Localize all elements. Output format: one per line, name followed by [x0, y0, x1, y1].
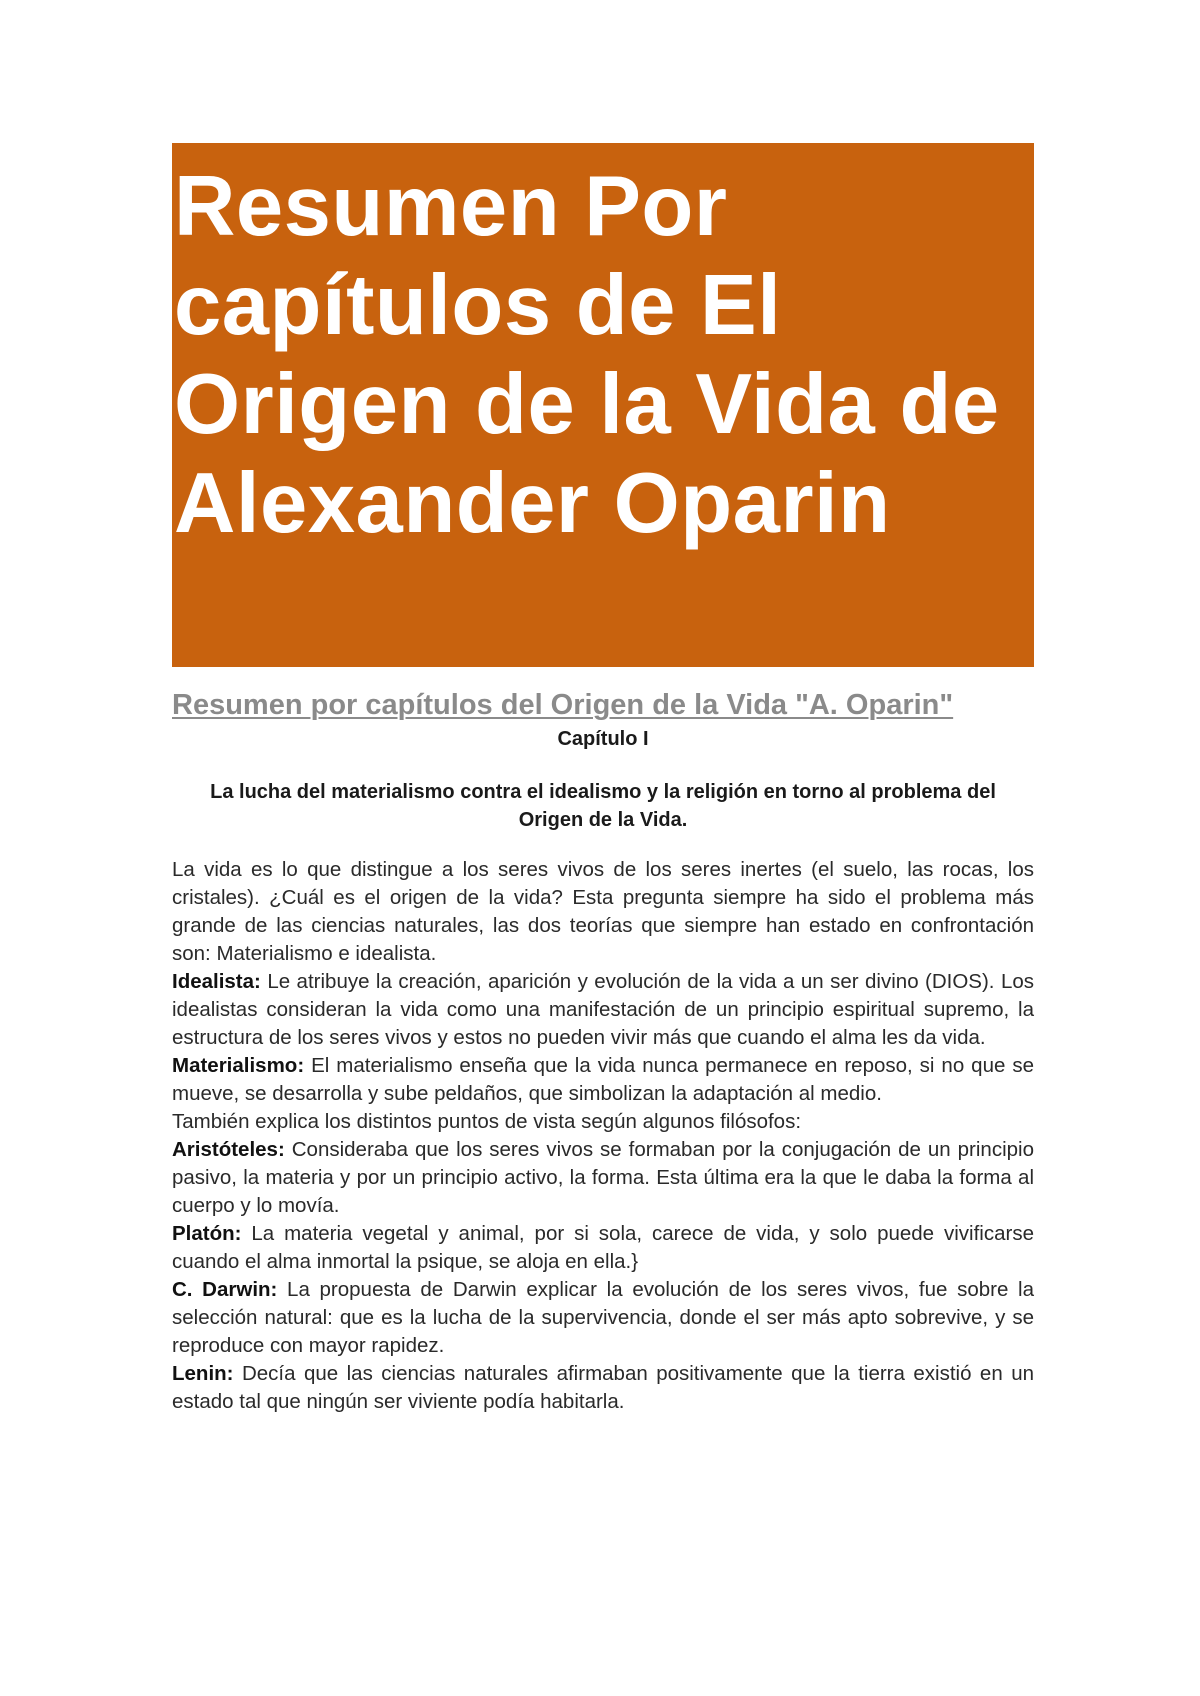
aristoteles-term: Aristóteles: — [172, 1138, 285, 1161]
aristoteles-text: Consideraba que los seres vivos se formaban por la conjugación de un principio pasivo, la materia y por un principio activo, la forma. Esta última era la que le daba la forma al cuerpo y lo movía. — [172, 1138, 1034, 1217]
idealista-term: Idealista: — [172, 970, 261, 993]
chapter-title: La lucha del materialismo contra el idealismo y la religión en torno al problema del Origen de la Vida. — [210, 781, 996, 831]
lenin-term: Lenin: — [172, 1362, 234, 1385]
darwin-text: La propuesta de Darwin explicar la evolución de los seres vivos, fue sobre la selección natural: que es la lucha de la supervivencia, donde el ser más apto sobrevive, y se reproduce con mayor rapidez. — [172, 1278, 1034, 1357]
chapter-label: Capítulo I — [557, 728, 649, 750]
subtitle-link[interactable]: Resumen por capítulos del Origen de la Vida "A. Oparin" — [172, 689, 954, 721]
platon-paragraph — [172, 1220, 1034, 1276]
intro-paragraph: La vida es lo que distingue a los seres vivos de los seres inertes (el suelo, las rocas, los cristales). ¿Cuál es el origen de la vida? Esta pregunta siempre ha sido el problema más grande de las ciencias naturales, las dos teorías que siempre han estado en confrontación son: Materialismo e idealista. — [172, 858, 1034, 965]
idealista-text: Le atribuye la creación, aparición y evolución de la vida a un ser divino (DIOS). Los idealistas consideran la vida como una manifestación de un principio espiritual supremo, la estructura de los seres vivos y estos no pueden vivir más que cuando el alma les da vida. — [172, 970, 1034, 1049]
platon-text: La materia vegetal y animal, por si sola, carece de vida, y solo puede vivificarse cuando el alma inmortal la psique, se aloja en ella.} — [172, 1222, 1034, 1273]
document-page — [172, 143, 1034, 1416]
materialismo-paragraph — [172, 1052, 1034, 1108]
darwin-paragraph — [172, 1276, 1034, 1360]
darwin-term: C. Darwin: — [172, 1278, 278, 1301]
tambien-paragraph: También explica los distintos puntos de vista según algunos filósofos: — [172, 1110, 802, 1133]
platon-term: Platón: — [172, 1222, 242, 1245]
aristoteles-paragraph — [172, 1136, 1034, 1220]
materialismo-term: Materialismo: — [172, 1054, 305, 1077]
lenin-paragraph — [172, 1360, 1034, 1416]
lenin-text: Decía que las ciencias naturales afirmaban positivamente que la tierra existió en un estado tal que ningún ser viviente podía habitarla. — [172, 1362, 1034, 1413]
body-text — [172, 856, 1034, 1416]
page-title: Resumen Por capítulos de El Origen de la Vida de Alexander Oparin — [174, 159, 1000, 551]
materialismo-text: El materialismo enseña que la vida nunca permanece en reposo, si no que se mueve, se desarrolla y sube peldaños, que simbolizan la adaptación al medio. — [172, 1054, 1034, 1105]
idealista-paragraph — [172, 968, 1034, 1052]
title-banner — [172, 143, 1034, 667]
